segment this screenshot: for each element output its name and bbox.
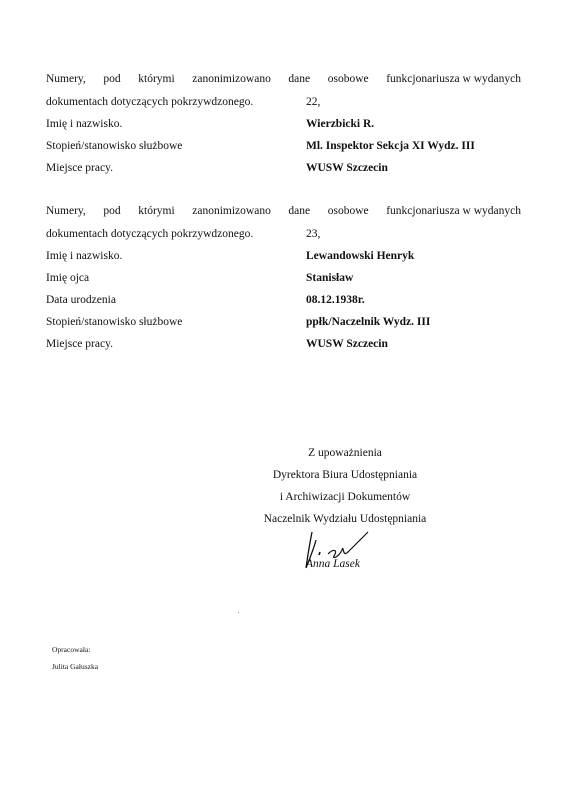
block2-value-father: Stanisław [306, 272, 354, 284]
prepared-by: Julita Gałuszka [52, 662, 99, 671]
block2-label-birthdate: Data urodzenia [46, 294, 116, 306]
intro-word: pod [103, 205, 121, 217]
intro-word: osobowe [327, 73, 369, 85]
signature-line-head: Naczelnik Wydziału Udostępniania [263, 513, 427, 525]
block1-value-workplace: WUSW Szczecin [306, 162, 388, 174]
block2-number: 23, [306, 228, 321, 240]
block2-intro-cont: dokumentach dotyczących pokrzywdzonego. [46, 228, 254, 240]
intro-word: którymi [138, 73, 175, 85]
block1-value-name: Wierzbicki R. [306, 118, 375, 130]
block2-value-workplace: WUSW Szczecin [306, 338, 388, 350]
intro-word: zanonimizowano [192, 205, 271, 217]
block1-label-workplace: Miejsce pracy. [46, 162, 113, 174]
block1-intro-cont: dokumentach dotyczących pokrzywdzonego. [46, 96, 254, 108]
intro-word: dane [288, 205, 311, 217]
signature-line-authorization: Z upoważnienia [308, 447, 382, 459]
intro-word: dane [288, 73, 311, 85]
intro-word: funkcjonariusza w wydanych [386, 73, 521, 85]
prepared-label: Opracowała: [52, 645, 91, 654]
block1-number: 22, [306, 96, 321, 108]
signature-line-archive: i Archiwizacji Dokumentów [279, 491, 411, 503]
intro-word: funkcjonariusza w wydanych [386, 205, 521, 217]
block2-label-father: Imię ojca [46, 272, 90, 284]
block1-label-rank: Stopień/stanowisko służbowe [46, 140, 183, 152]
intro-word: osobowe [327, 205, 369, 217]
block2-value-birthdate: 08.12.1938r. [306, 294, 365, 306]
signatory-name: Anna Lasek [306, 558, 360, 570]
block2-value-name: Lewandowski Henryk [306, 250, 415, 262]
block2-label-rank: Stopień/stanowisko służbowe [46, 316, 183, 328]
intro-word: Numery, [46, 73, 86, 85]
intro-word: Numery, [46, 205, 86, 217]
block2-value-rank: ppłk/Naczelnik Wydz. III [306, 316, 431, 328]
block2-intro-line [46, 204, 521, 218]
block2-label-name: Imię i nazwisko. [46, 250, 123, 262]
intro-word: pod [103, 73, 121, 85]
block2-label-workplace: Miejsce pracy. [46, 338, 113, 350]
block1-value-rank: Ml. Inspektor Sekcja XI Wydz. III [306, 140, 475, 152]
block1-label-name: Imię i nazwisko. [46, 118, 123, 130]
scan-speck [238, 612, 239, 613]
block1-intro-line [46, 72, 521, 86]
intro-word: zanonimizowano [192, 73, 271, 85]
signature-line-director: Dyrektora Biura Udostępniania [272, 469, 418, 481]
intro-word: którymi [138, 205, 175, 217]
